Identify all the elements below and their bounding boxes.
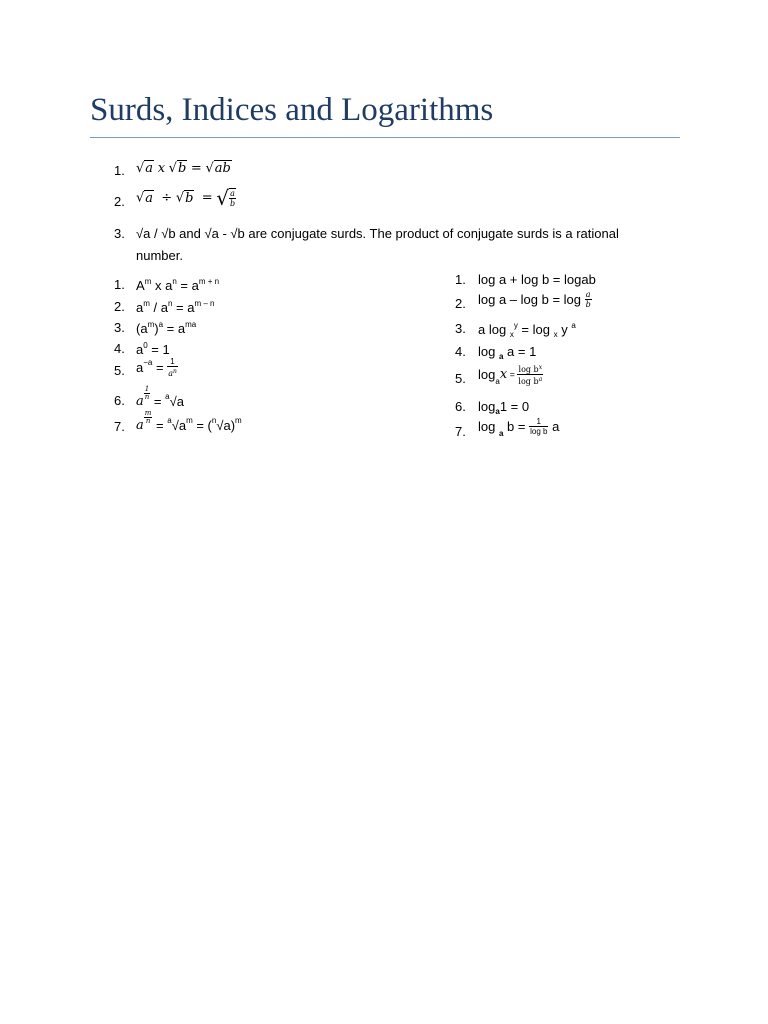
conjugate-surds-note: √a / √b and √a - √b are conjugate surds. The product of conjugate surds is a rational number. bbox=[136, 226, 619, 263]
list-number: 2. bbox=[114, 194, 125, 209]
index-rule-6: a $\frac{1}{n}$ = $^a$√a bbox=[136, 385, 184, 410]
list-number: 1. bbox=[114, 277, 125, 292]
list-number: 3. bbox=[114, 320, 125, 335]
list-number: 2. bbox=[455, 296, 466, 311]
list-number: 6. bbox=[114, 393, 125, 408]
list-number: 5. bbox=[114, 363, 125, 378]
list-number: 7. bbox=[455, 424, 466, 439]
log-rule-5: $\log_ax$ = $\frac{\log b^x}{\log b^a}$ bbox=[478, 364, 543, 386]
list-number: 5. bbox=[455, 371, 466, 386]
index-rule-2: $a^m / a^n = a^{m - n}$ bbox=[136, 299, 215, 315]
list-number: 6. bbox=[455, 399, 466, 414]
list-number: 1. bbox=[455, 272, 466, 287]
log-rule-7: log $_a$ b = $\frac{1}{\text{log b}}$ a bbox=[478, 417, 560, 438]
index-rule-1: $A^m$ x $a^n = a^{m + n}$ bbox=[136, 277, 220, 293]
log-rule-2: log a – log b = log $\frac{a}{b}$ bbox=[478, 290, 591, 309]
list-number: 3. bbox=[455, 321, 466, 336]
index-rule-7: a $\frac{m}{n}$ = $^a√a^m = (^n√a)^m$ bbox=[136, 409, 242, 434]
log-rule-1: log a + log b = logab bbox=[478, 272, 596, 287]
list-number: 3. bbox=[114, 226, 125, 241]
index-rule-4: $a^0 = 1$ bbox=[136, 341, 170, 357]
index-rule-5: $a^{-a}$ = $\frac{1}{a^n}$ bbox=[136, 357, 177, 378]
log-rule-6: $\log_a1 = 0$ bbox=[478, 399, 530, 416]
page-title: Surds, Indices and Logarithms bbox=[90, 92, 494, 128]
surd-rule-2: √a ÷ √b = √ $\frac{a}{b}$ bbox=[136, 186, 236, 210]
title-underline bbox=[90, 137, 680, 138]
list-number: 2. bbox=[114, 299, 125, 314]
list-number: 7. bbox=[114, 419, 125, 434]
log-rule-4: log $_a$ a = 1 bbox=[478, 344, 537, 361]
list-number: 1. bbox=[114, 163, 125, 178]
list-number: 4. bbox=[455, 344, 466, 359]
surd-rule-1: √a x √b = √ab bbox=[136, 161, 231, 176]
index-rule-3: $(a^m)^a = a^{ma}$ bbox=[136, 320, 197, 336]
list-number: 4. bbox=[114, 341, 125, 356]
log-rule-3: a log $_x^y$ = log $_x$ y $^a$ bbox=[478, 321, 576, 339]
